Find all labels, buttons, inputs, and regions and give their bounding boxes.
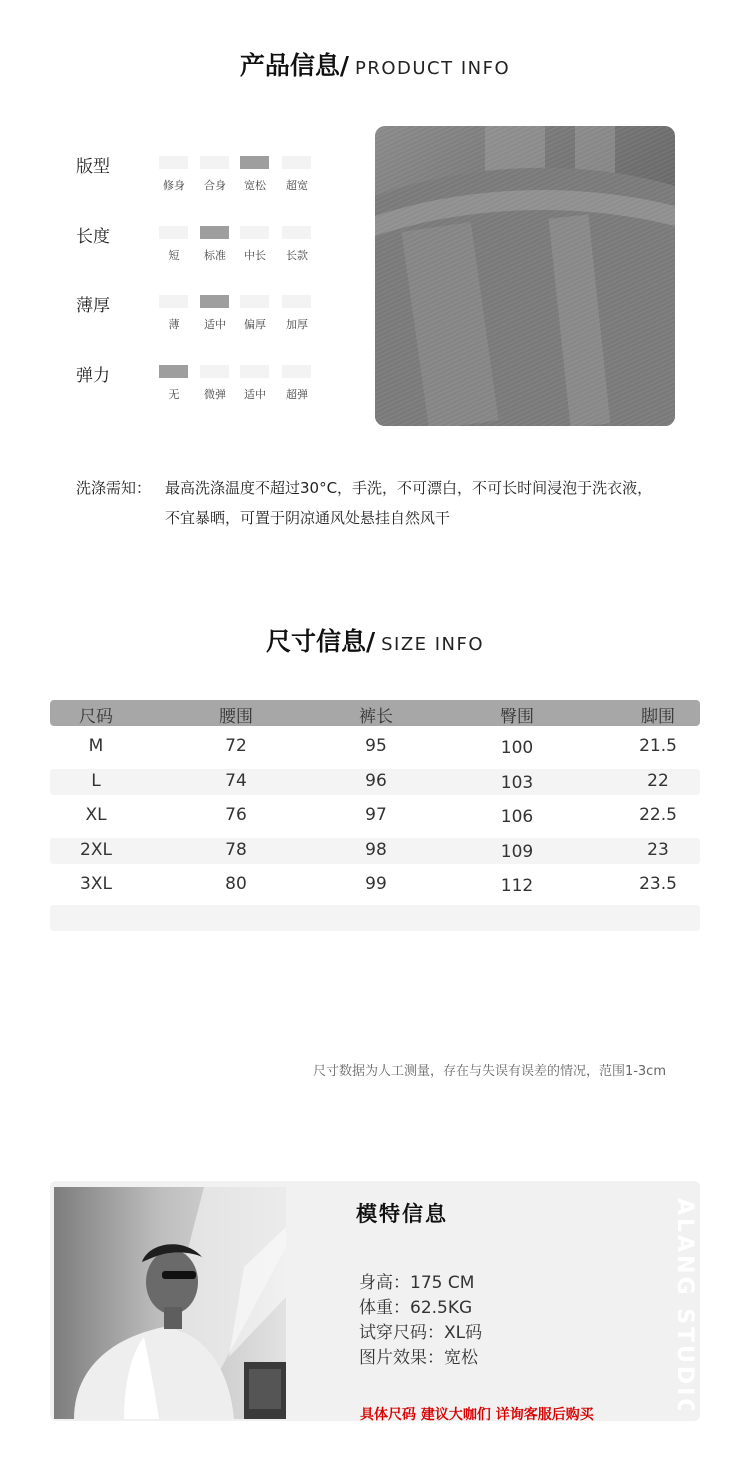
scale-option-label: 短 — [168, 249, 180, 262]
size-info-title-en: SIZE INFO — [381, 634, 485, 655]
size-table-cell: 21.5 — [639, 736, 677, 756]
size-table-cell: 3XL — [80, 874, 112, 894]
scale-option-label: 微弹 — [204, 388, 226, 401]
scale-option-label: 修身 — [163, 179, 185, 192]
product-info-title-en: PRODUCT INFO — [354, 58, 511, 79]
scale-marker-selected — [159, 365, 188, 378]
size-info-title — [0, 622, 750, 658]
size-note: 尺寸数据为人工测量，存在与失误有误差的情况，范围1-3cm — [312, 1064, 666, 1079]
model-photo — [54, 1187, 286, 1419]
size-table-cell: 98 — [365, 840, 387, 860]
attribute-label: 长度 — [76, 227, 110, 247]
size-table-cell: L — [91, 771, 101, 791]
scale-marker — [200, 156, 229, 169]
size-table-cell: 103 — [500, 773, 534, 793]
scale-option-label: 长款 — [286, 249, 308, 262]
size-table-cell: 100 — [500, 738, 534, 758]
size-table-header-cell: 臀围 — [500, 707, 534, 727]
attribute-label: 版型 — [76, 157, 110, 177]
scale-marker — [282, 295, 311, 308]
scale-option-label: 合身 — [204, 179, 226, 192]
size-table-cell: 78 — [225, 840, 247, 860]
size-table-header-cell: 脚围 — [641, 707, 675, 727]
scale-marker-selected — [240, 156, 269, 169]
size-table-cell: 23.5 — [639, 874, 677, 894]
scale-option-label: 宽松 — [244, 179, 266, 192]
model-fit-effect: 图片效果：宽松 — [359, 1348, 478, 1368]
scale-option-label: 中长 — [244, 249, 266, 262]
studio-watermark — [666, 1195, 706, 1410]
care-label: 洗涤需知： — [76, 479, 152, 497]
size-advice-note: 具体尺码 建议大咖们 详询客服后购买 — [360, 1407, 594, 1423]
scale-marker — [282, 226, 311, 239]
scale-option-label: 适中 — [244, 388, 266, 401]
scale-marker — [240, 295, 269, 308]
scale-marker — [282, 365, 311, 378]
scale-option-label: 超弹 — [286, 388, 308, 401]
model-height: 身高：175 CM — [359, 1273, 475, 1293]
scale-marker — [159, 156, 188, 169]
size-table-cell: 72 — [225, 736, 247, 756]
size-table-stripe — [50, 905, 700, 931]
scale-marker — [240, 365, 269, 378]
scale-option-label: 加厚 — [286, 318, 308, 331]
scale-option-label: 无 — [168, 388, 180, 401]
size-table-cell: 76 — [225, 805, 247, 825]
scale-option-label: 偏厚 — [244, 318, 266, 331]
scale-option-label: 超宽 — [286, 179, 308, 192]
scale-option-label: 薄 — [168, 318, 180, 331]
scale-marker — [200, 365, 229, 378]
size-table-cell: 99 — [365, 874, 387, 894]
size-table-cell: 22.5 — [639, 805, 677, 825]
attribute-label: 弹力 — [76, 366, 110, 386]
size-table-cell: 112 — [500, 876, 534, 896]
size-info-title-cn: 尺寸信息/ — [265, 627, 376, 656]
size-table-cell: 74 — [225, 771, 247, 791]
scale-marker — [159, 295, 188, 308]
product-info-title-cn: 产品信息/ — [239, 51, 349, 80]
scale-option-label: 标准 — [204, 249, 226, 262]
model-weight: 体重：62.5KG — [359, 1298, 473, 1318]
fabric-closeup-image — [375, 126, 675, 426]
care-text-line2: 不宜暴晒，可置于阴凉通风处悬挂自然风干 — [165, 509, 451, 527]
size-table-cell: 22 — [647, 771, 669, 791]
scale-marker — [282, 156, 311, 169]
size-table-header-cell: 尺码 — [79, 707, 113, 727]
attribute-label: 薄厚 — [76, 296, 110, 316]
size-table-cell: 106 — [500, 807, 534, 827]
care-text-line1: 最高洗涤温度不超过30°C，手洗，不可漂白，不可长时间浸泡于洗衣液， — [165, 479, 653, 497]
scale-option-label: 适中 — [204, 318, 226, 331]
scale-marker-selected — [200, 226, 229, 239]
size-table-cell: 96 — [365, 771, 387, 791]
size-table-cell: XL — [85, 805, 107, 825]
studio-watermark-text: ALANG STUDIO — [672, 1198, 697, 1410]
size-table-cell: 23 — [647, 840, 669, 860]
size-table-cell: 80 — [225, 874, 247, 894]
scale-marker-selected — [200, 295, 229, 308]
size-table-cell: 109 — [500, 842, 534, 862]
model-info-title: 模特信息 — [356, 1202, 448, 1226]
size-table-cell: 97 — [365, 805, 387, 825]
size-table-header-cell: 腰围 — [219, 707, 253, 727]
size-table-cell: 2XL — [80, 840, 112, 860]
product-info-title — [0, 46, 750, 82]
scale-marker — [240, 226, 269, 239]
scale-marker — [159, 226, 188, 239]
model-size: 试穿尺码：XL码 — [359, 1323, 483, 1343]
size-table-cell: 95 — [365, 736, 387, 756]
size-table-header-cell: 裤长 — [359, 707, 393, 727]
size-table-cell: M — [88, 736, 104, 756]
